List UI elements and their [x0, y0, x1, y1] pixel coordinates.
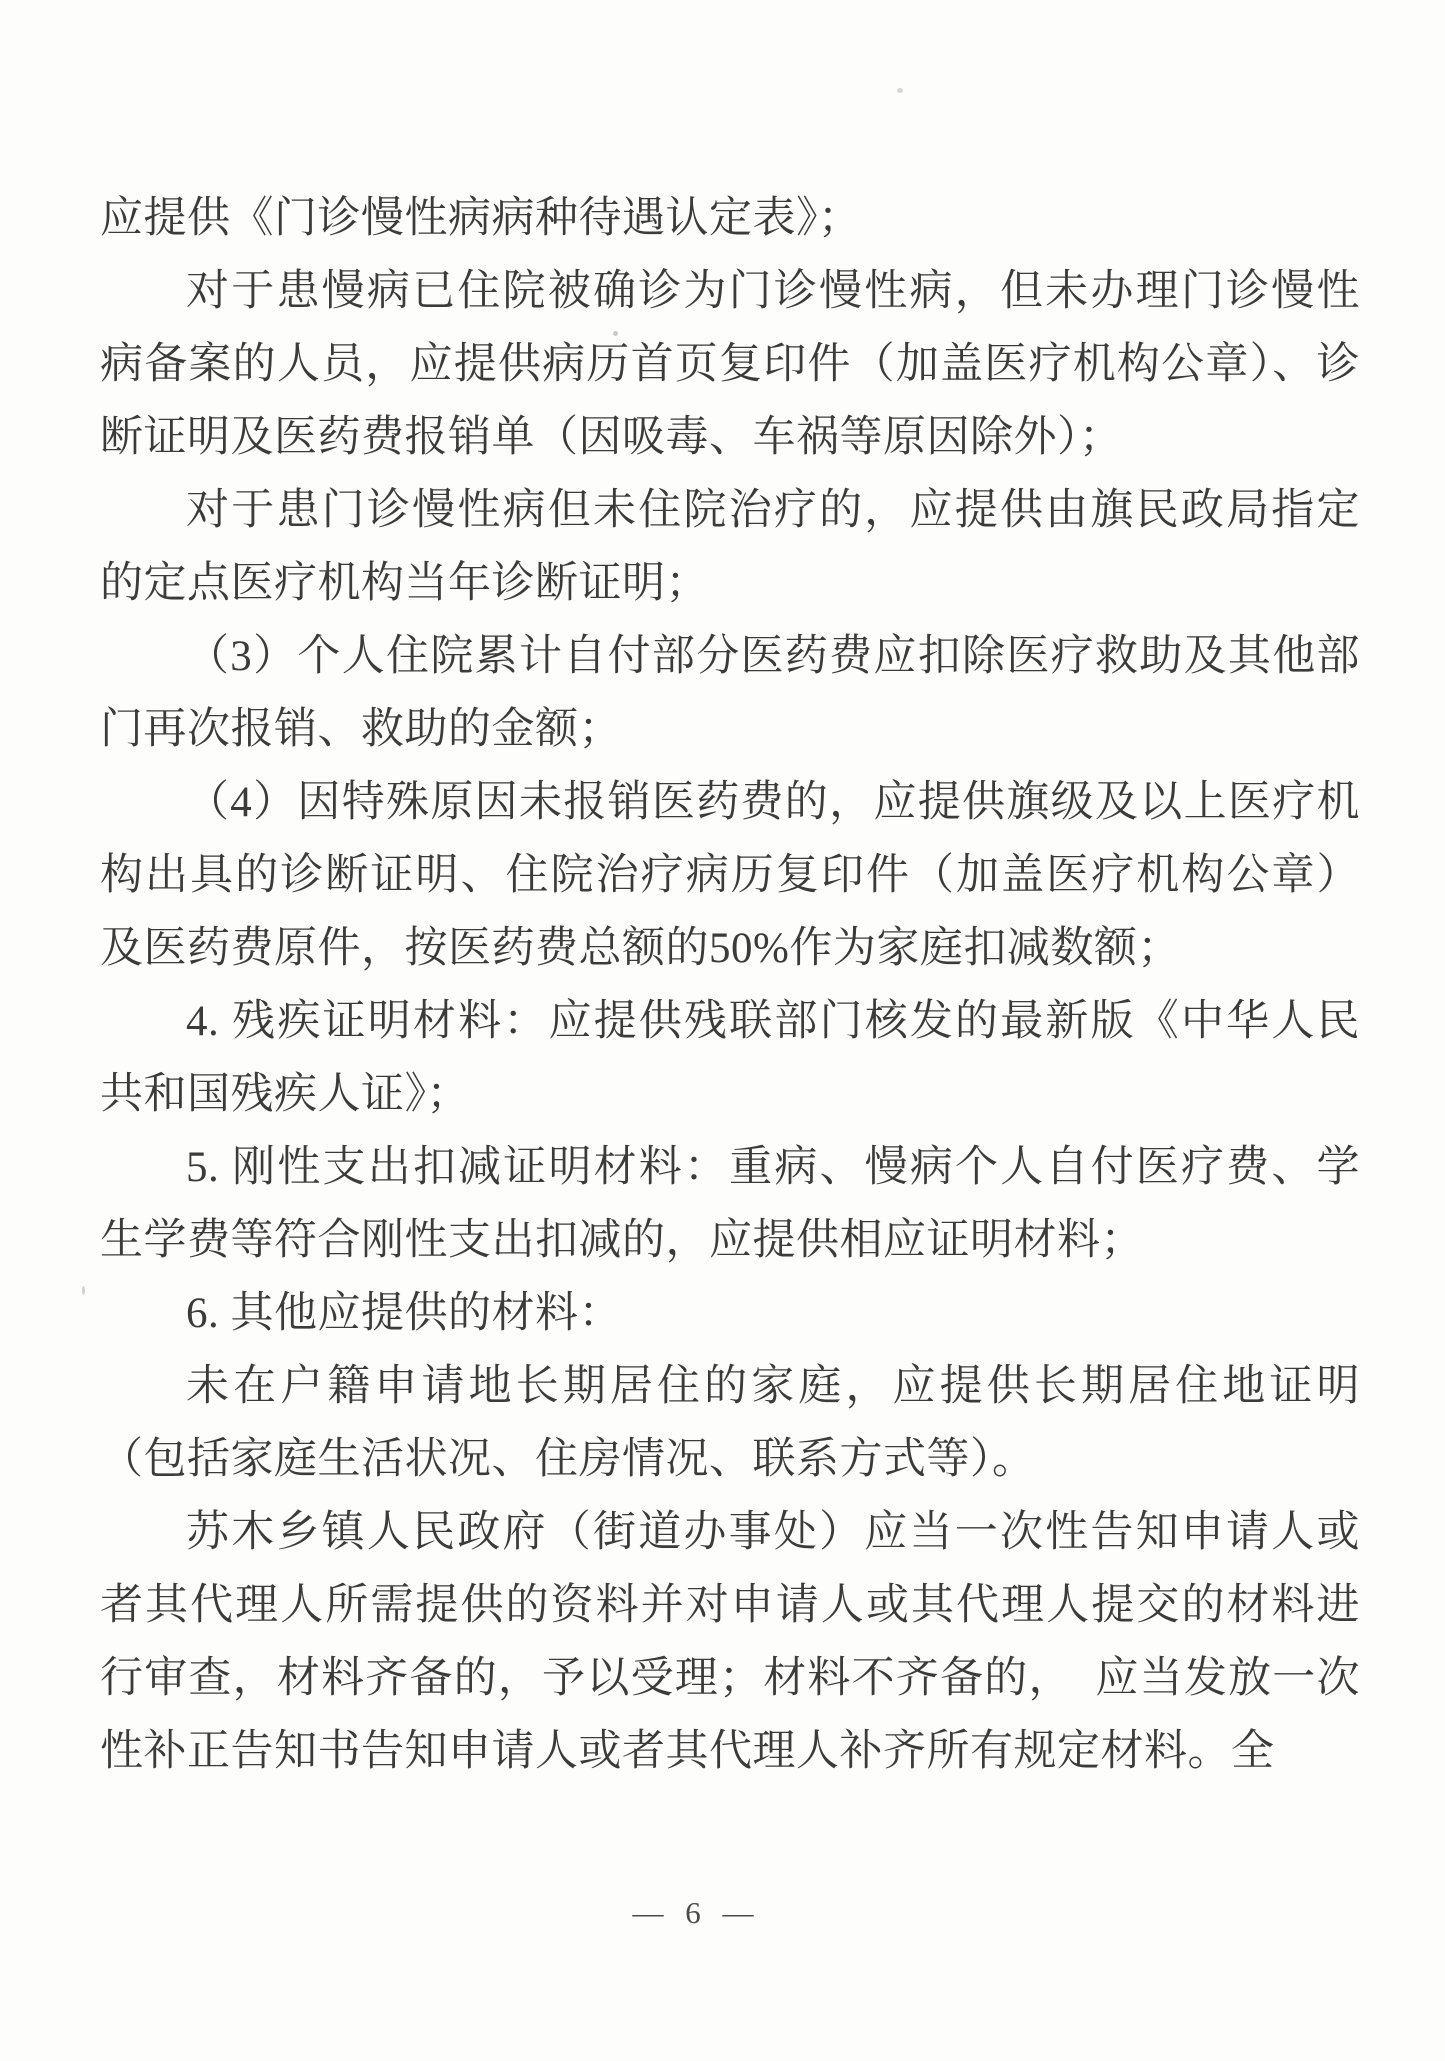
paragraph: 对于患慢病已住院被确诊为门诊慢性病，但未办理门诊慢性病备案的人员，应提供病历首页复印件（加盖医疗机构公章）、诊断证明及医药费报销单（因吸毒、车祸等原因除外）； — [100, 268, 1360, 461]
document-body-text — [100, 182, 1360, 1788]
scan-artifact — [82, 1286, 85, 1295]
paragraph: 未在户籍申请地长期居住的家庭，应提供长期居住地证明（包括家庭生活状况、住房情况、联系方式等）。 — [100, 1363, 1360, 1483]
paragraph: 4. 残疾证明材料：应提供残联部门核发的最新版《中华人民共和国残疾人证》； — [100, 998, 1360, 1118]
scan-artifact — [613, 331, 618, 336]
scan-artifact — [897, 88, 903, 93]
paragraph: （3）个人住院累计自付部分医药费应扣除医疗救助及其他部门再次报销、救助的金额； — [100, 633, 1360, 753]
paragraph: （4）因特殊原因未报销医药费的，应提供旗级及以上医疗机构出具的诊断证明、住院治疗病历复印件（加盖医疗机构公章）及医药费原件，按医药费总额的50%作为家庭扣减数额； — [100, 779, 1360, 972]
paragraph: 苏木乡镇人民政府（街道办事处）应当一次性告知申请人或者其代理人所需提供的资料并对申请人或其代理人提交的材料进行审查，材料齐备的，予以受理；材料不齐备的， 应当发放一次性补正告知书告知申请人或者其代理人补齐所有规定材料。全 — [100, 1509, 1360, 1775]
paragraph: 应提供《门诊慢性病病种待遇认定表》； — [100, 195, 862, 242]
paragraph: 5. 刚性支出扣减证明材料：重病、慢病个人自付医疗费、学生学费等符合刚性支出扣减的，应提供相应证明材料； — [100, 1144, 1360, 1264]
page-number: — 6 — — [632, 1895, 756, 1930]
paragraph: 6. 其他应提供的材料： — [186, 1290, 622, 1337]
paragraph: 对于患门诊慢性病但未住院治疗的，应提供由旗民政局指定的定点医疗机构当年诊断证明； — [100, 487, 1360, 607]
